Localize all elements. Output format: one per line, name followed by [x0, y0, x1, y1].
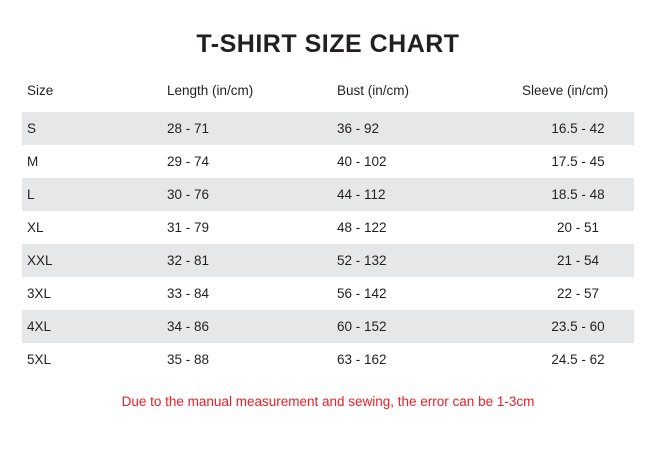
cell-size: 5XL — [22, 343, 167, 376]
cell-length: 31 - 79 — [167, 211, 337, 244]
size-chart-table-wrap — [0, 59, 656, 409]
table-header-row — [22, 77, 634, 112]
page-title: T-SHIRT SIZE CHART — [196, 30, 460, 58]
cell-sleeve: 21 - 54 — [522, 244, 634, 277]
column-header-sleeve: Sleeve (in/cm) — [522, 77, 634, 112]
cell-bust: 52 - 132 — [337, 244, 522, 277]
cell-bust: 63 - 162 — [337, 343, 522, 376]
cell-length: 29 - 74 — [167, 145, 337, 178]
table-row — [22, 112, 634, 145]
table-row — [22, 277, 634, 310]
cell-size: XL — [22, 211, 167, 244]
table-header — [22, 77, 634, 112]
cell-bust: 36 - 92 — [337, 112, 522, 145]
column-header-bust: Bust (in/cm) — [337, 77, 522, 112]
cell-sleeve: 24.5 - 62 — [522, 343, 634, 376]
measurement-note: Due to the manual measurement and sewing, the error can be 1-3cm — [121, 394, 535, 409]
table-row — [22, 178, 634, 211]
cell-size: L — [22, 178, 167, 211]
column-header-length: Length (in/cm) — [167, 77, 337, 112]
cell-sleeve: 18.5 - 48 — [522, 178, 634, 211]
cell-sleeve: 16.5 - 42 — [522, 112, 634, 145]
cell-sleeve: 17.5 - 45 — [522, 145, 634, 178]
cell-length: 34 - 86 — [167, 310, 337, 343]
cell-size: XXL — [22, 244, 167, 277]
cell-bust: 60 - 152 — [337, 310, 522, 343]
table-row — [22, 244, 634, 277]
cell-length: 32 - 81 — [167, 244, 337, 277]
table-row — [22, 343, 634, 376]
cell-bust: 40 - 102 — [337, 145, 522, 178]
cell-length: 30 - 76 — [167, 178, 337, 211]
table-row — [22, 145, 634, 178]
cell-length: 33 - 84 — [167, 277, 337, 310]
cell-sleeve: 23.5 - 60 — [522, 310, 634, 343]
cell-bust: 48 - 122 — [337, 211, 522, 244]
cell-sleeve: 22 - 57 — [522, 277, 634, 310]
cell-length: 28 - 71 — [167, 112, 337, 145]
table-body — [22, 112, 634, 376]
cell-bust: 44 - 112 — [337, 178, 522, 211]
cell-length: 35 - 88 — [167, 343, 337, 376]
cell-bust: 56 - 142 — [337, 277, 522, 310]
table-row — [22, 211, 634, 244]
size-chart-table — [22, 77, 634, 376]
cell-size: M — [22, 145, 167, 178]
cell-size: S — [22, 112, 167, 145]
cell-size: 4XL — [22, 310, 167, 343]
column-header-size: Size — [22, 77, 167, 112]
cell-size: 3XL — [22, 277, 167, 310]
table-row — [22, 310, 634, 343]
cell-sleeve: 20 - 51 — [522, 211, 634, 244]
